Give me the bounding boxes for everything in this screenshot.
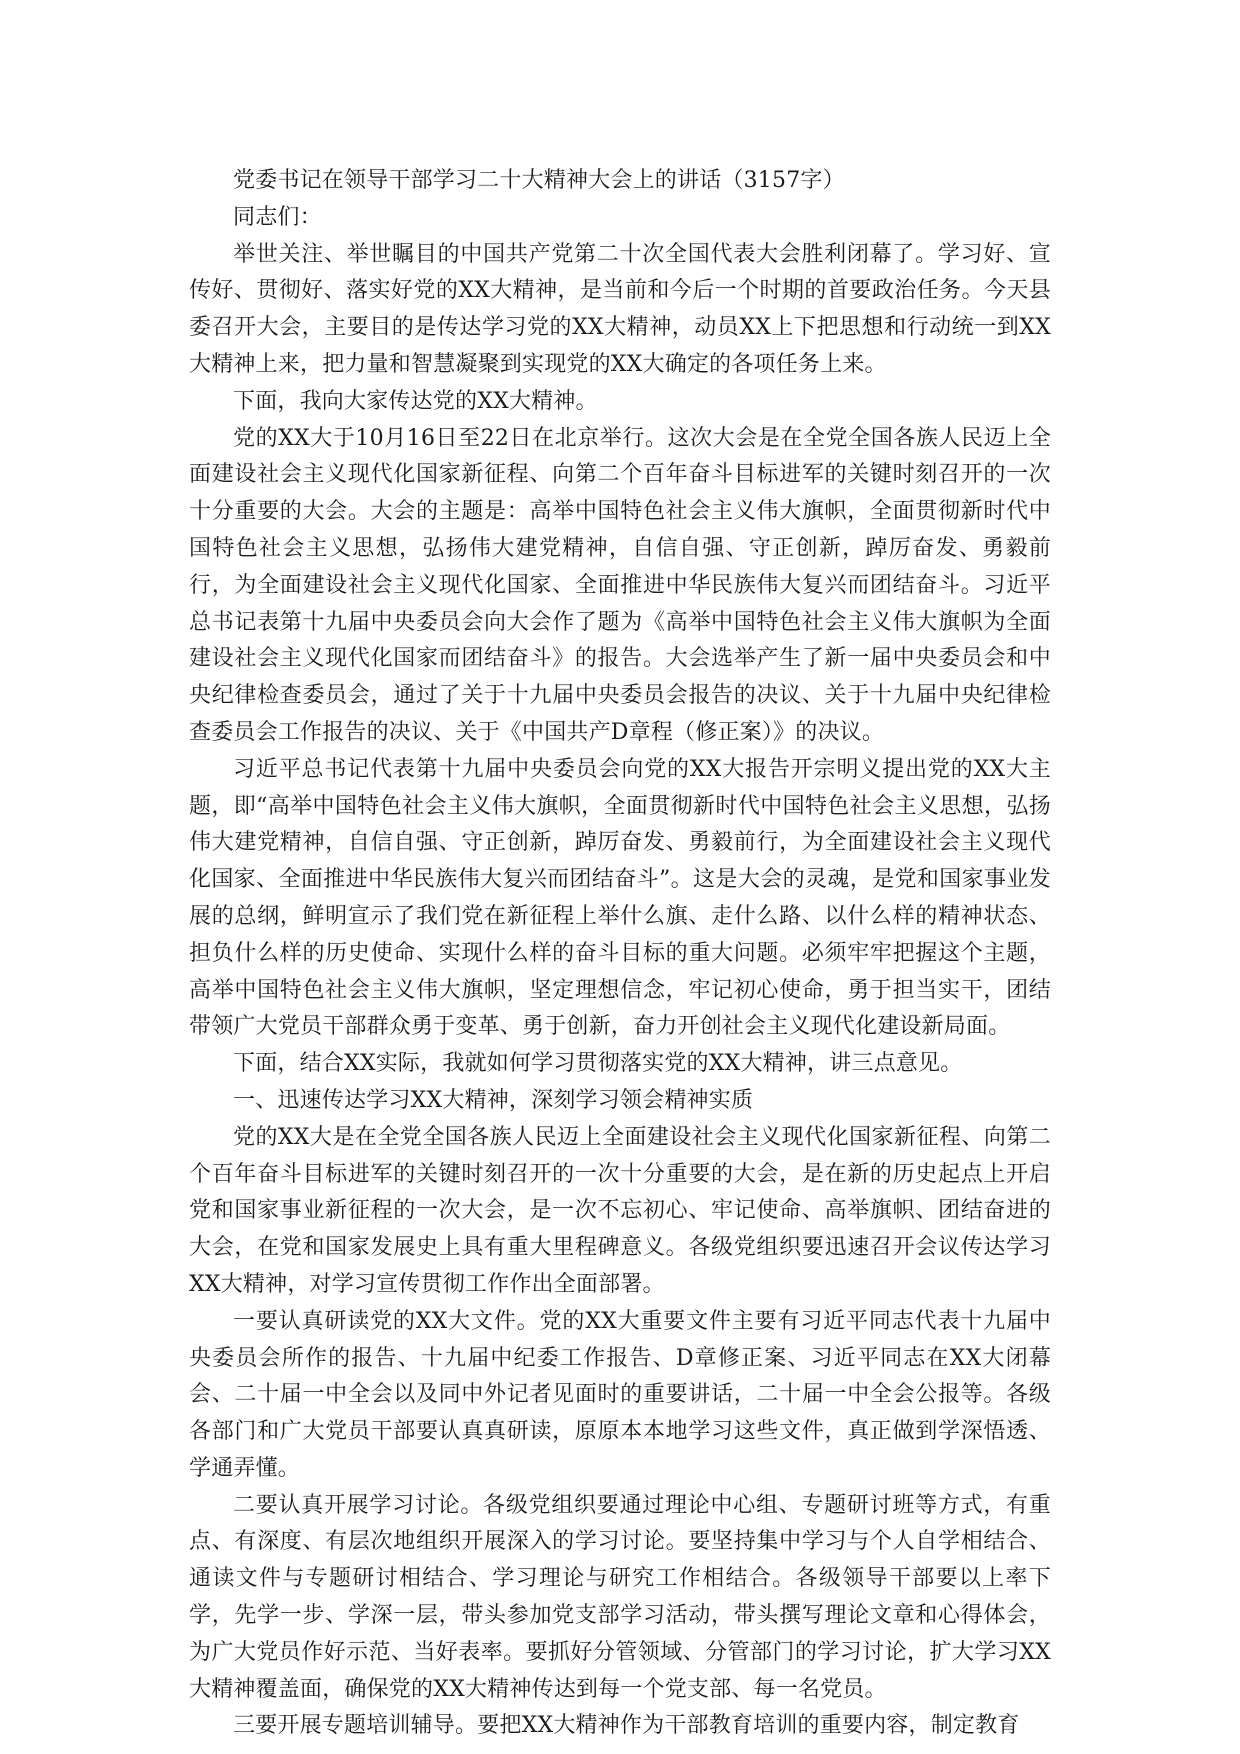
section-heading: 一、迅速传达学习XX大精神，深刻学习领会精神实质: [233, 1087, 754, 1113]
paragraph: 举世关注、举世瞩目的中国共产党第二十次全国代表大会胜利闭幕了。学习好、宣传好、贯彻好、落实好党的XX大精神，是当前和今后一个时期的首要政治任务。今天县委召开大会，主要目的是传达学习党的XX大精神，动员XX上下把思想和行动统一到XX大精神上来，把力量和智慧凝聚到实现党的XX大确定的各项任务上来。: [189, 241, 1051, 377]
paragraph: 一要认真研读党的XX大文件。党的XX大重要文件主要有习近平同志代表十九届中央委员会所作的报告、十九届中纪委工作报告、D章修正案、习近平同志在XX大闭幕会、二十届一中全会以及同中外记者见面时的重要讲话，二十届一中全会公报等。各级各部门和广大党员干部要认真真研读，原原本本地学习这些文件，真正做到学深悟透、学通弄懂。: [189, 1308, 1051, 1481]
paragraph: 党的XX大于10月16日至22日在北京举行。这次大会是在全党全国各族人民迈上全面建设社会主义现代化国家新征程、向第二个百年奋斗目标进军的关键时刻召开的一次十分重要的大会。大会的主题是：高举中国特色社会主义伟大旗帜，全面贯彻新时代中国特色社会主义思想，弘扬伟大建党精神，自信自强、守正创新，踔厉奋发、勇毅前行，为全面建设社会主义现代化国家、全面推进中华民族伟大复兴而团结奋斗。习近平总书记表第十九届中央委员会向大会作了题为《高举中国特色社会主义伟大旗帜为全面建设社会主义现代化国家而团结奋斗》的报告。大会选举产生了新一届中央委员会和中央纪律检查委员会，通过了关于十九届中央委员会报告的决议、关于十九届中央纪律检查委员会工作报告的决议、关于《中国共产D章程（修正案）》的决议。: [189, 425, 1051, 745]
paragraph: 三要开展专题培训辅导。要把XX大精神作为干部教育培训的重要内容，制定教育: [233, 1713, 1020, 1739]
paragraph: 党的XX大是在全党全国各族人民迈上全面建设社会主义现代化国家新征程、向第二个百年奋斗目标进军的关键时刻召开的一次十分重要的大会，是在新的历史起点上开启党和国家事业新征程的一次大会，是一次不忘初心、牢记使命、高举旗帜、团结奋进的大会，在党和国家发展史上具有重大里程碑意义。各级党组织要迅速召开会议传达学习XX大精神，对学习宣传贯彻工作作出全面部署。: [189, 1124, 1051, 1297]
paragraph: 下面，我向大家传达党的XX大精神。: [233, 388, 598, 414]
document-body: [189, 163, 1051, 1745]
document-title: 党委书记在领导干部学习二十大精神大会上的讲话（3157字）: [233, 168, 845, 193]
paragraph: 下面，结合XX实际，我就如何学习贯彻落实党的XX大精神，讲三点意见。: [233, 1051, 963, 1077]
paragraph: 习近平总书记代表第十九届中央委员会向党的XX大报告开宗明义提出党的XX大主题，即“高举中国特色社会主义伟大旗帜，全面贯彻新时代中国特色社会主义思想，弘扬伟大建党精神，自信自强、守正创新，踔厉奋发、勇毅前行，为全面建设社会主义现代化国家、全面推进中华民族伟大复兴而团结奋斗”。这是大会的灵魂，是党和国家事业发展的总纲，鲜明宣示了我们党在新征程上举什么旗、走什么路、以什么样的精神状态、担负什么样的历史使命、实现什么样的奋斗目标的重大问题。必须牢牢把握这个主题，高举中国特色社会主义伟大旗帜，坚定理想信念，牢记初心使命，勇于担当实干，团结带领广大党员干部群众勇于变革、勇于创新，奋力开创社会主义现代化建设新局面。: [189, 756, 1051, 1040]
salutation: 同志们：: [233, 204, 322, 230]
paragraph: 二要认真开展学习讨论。各级党组织要通过理论中心组、专题研讨班等方式，有重点、有深度、有层次地组织开展深入的学习讨论。要坚持集中学习与个人自学相结合、通读文件与专题研讨相结合、学习理论与研究工作相结合。各级领导干部要以上率下学，先学一步、学深一层，带头参加党支部学习活动，带头撰写理论文章和心得体会，为广大党员作好示范、当好表率。要抓好分管领域、分管部门的学习讨论，扩大学习XX大精神覆盖面，确保党的XX大精神传达到每一个党支部、每一名党员。: [189, 1492, 1051, 1702]
